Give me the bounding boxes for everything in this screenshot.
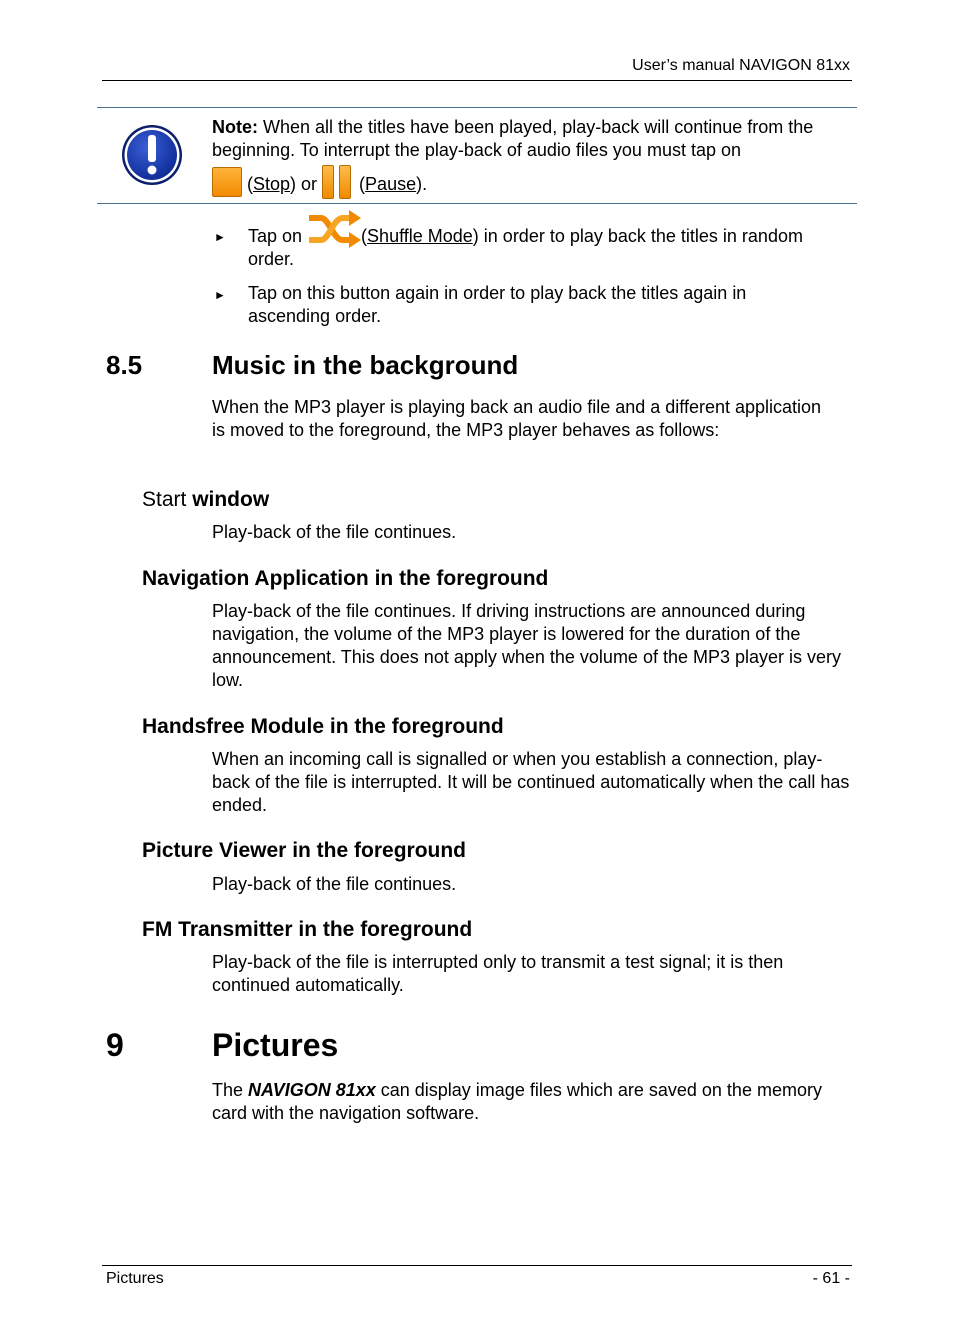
note-or: ) or: [290, 174, 323, 194]
subsection-title-fm-transmitter: FM Transmitter in the foreground: [142, 918, 473, 941]
shuffle-mode-link: Shuffle Mode: [367, 226, 473, 246]
note-paragraph: [212, 116, 852, 162]
stop-button-icon: [212, 167, 242, 197]
subsection-title-picture-viewer: Picture Viewer in the foreground: [142, 839, 467, 862]
subsection-title-navigation: Navigation Application in the foreground: [142, 567, 549, 590]
chapter-9-post: can display image files which are saved on the memory card with the navigation software.: [212, 1080, 822, 1123]
subsection-text-start-window: Play-back of the file continues.: [212, 522, 457, 542]
note-text: When all the titles have been played, play-back will continue from the beginning. To interrupt the play-back of audio files you must tap on: [212, 117, 814, 160]
note-end: ).: [416, 174, 428, 194]
shuffle-icon: [307, 210, 361, 248]
note-top-line: [97, 107, 857, 108]
header-rule: [102, 80, 852, 81]
pause-button-icon: [322, 165, 354, 199]
note-label: Note:: [212, 117, 258, 137]
chapter-9-pre: The: [212, 1080, 249, 1100]
note-buttons-line: (Stop) or (Pause).: [212, 165, 852, 199]
subsection-title-bold: window: [192, 488, 270, 511]
bullet-arrow-2: ►: [214, 288, 226, 302]
note-bottom-line: [97, 203, 857, 204]
chapter-9-intro: [212, 1079, 832, 1125]
stop-link: Stop: [253, 174, 291, 194]
subsection-text-fm-transmitter: Play-back of the file is interrupted only to transmit a test signal; it is then continued automatically.: [212, 952, 784, 995]
exclamation-icon: [120, 123, 184, 187]
bullet-1-pre: Tap on: [248, 226, 308, 246]
bullet-arrow-1: ►: [214, 230, 226, 244]
section-8-5-intro: When the MP3 player is playing back an audio file and a different application is moved to the foreground, the MP3 player behaves as follows:: [212, 397, 822, 440]
pause-link: Pause: [365, 174, 417, 194]
section-title-8-5: Music in the background: [212, 350, 519, 380]
subsection-text-picture-viewer: Play-back of the file continues.: [212, 874, 457, 894]
bullet-item-1: Tap on (Shuffle Mode) in order to play back the titles in random order.: [248, 210, 848, 271]
page-number: - 61 -: [812, 1270, 850, 1287]
section-number-8-5: 8.5: [106, 350, 143, 380]
running-header: User’s manual NAVIGON 81xx: [632, 57, 850, 74]
footer-section: Pictures: [106, 1270, 164, 1287]
product-name: NAVIGON 81xx: [248, 1080, 376, 1100]
bullet-1-post: ) in order to play back the titles in random order.: [248, 226, 803, 269]
chapter-number-9: 9: [106, 1027, 124, 1063]
subsection-text-navigation: Play-back of the file continues. If driving instructions are announced during navigation, the volume of the MP3 player is lowered for the duration of the announcement. This does not apply when the volume of the MP3 player is very low.: [212, 601, 842, 690]
subsection-title-handsfree: Handsfree Module in the foreground: [142, 715, 504, 738]
chapter-title-pictures: Pictures: [212, 1027, 339, 1063]
subsection-title-start-window: [142, 488, 269, 512]
bullet-item-2: Tap on this button again in order to play back the titles again in ascending order.: [248, 283, 747, 326]
subsection-text-handsfree: When an incoming call is signalled or when you establish a connection, play-back of the file is interrupted. It will be continued automatically when the call has ended.: [212, 749, 850, 815]
subsection-title-pre: Start: [142, 488, 193, 511]
footer-rule: [102, 1265, 852, 1266]
